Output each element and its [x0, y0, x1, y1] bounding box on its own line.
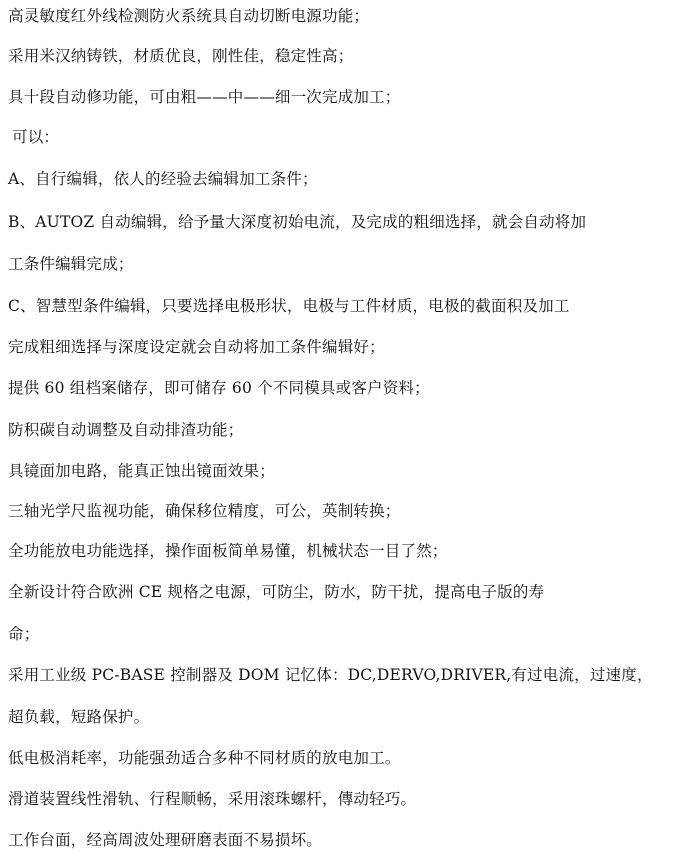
text-line: 提供 60 组档案储存，即可储存 60 个不同模具或客户资料； — [8, 379, 430, 397]
text-line: C、智慧型条件编辑，只要选择电极形状，电极与工件材质，电极的截面积及加工 — [8, 297, 570, 315]
text-line: 工作台面，经高周波处理研磨表面不易损坏。 — [8, 831, 323, 849]
text-line: 具十段自动修功能，可由粗——中——细一次完成加工； — [8, 88, 401, 106]
text-line: 超负载，短路保护。 — [8, 708, 150, 726]
text-line: 全功能放电功能选择，操作面板简单易懂，机械状态一目了然； — [8, 542, 448, 560]
text-line: 低电极消耗率，功能强劲适合多种不同材质的放电加工。 — [8, 749, 401, 767]
text-line: 防积碳自动调整及自动排渣功能； — [8, 421, 244, 439]
text-line: 滑道装置线性滑轨、行程顺畅，采用滚珠螺杆，傳动轻巧。 — [8, 790, 417, 808]
text-line: 采用米汉纳铸铁，材质优良，刚性佳，稳定性高； — [8, 47, 354, 65]
text-line: B、AUTOZ 自动编辑，给予量大深度初始电流，及完成的粗细选择，就会自动将加 — [8, 213, 587, 231]
text-line: 采用工业级 PC-BASE 控制器及 DOM 记忆体：DC,DERVO,DRIVER,有过电流，过速度， — [8, 666, 653, 684]
text-line: A、自行编辑，依人的经验去编辑加工条件； — [8, 170, 318, 188]
text-line: 可以： — [12, 128, 60, 146]
text-line: 完成粗细选择与深度设定就会自动将加工条件编辑好； — [8, 338, 385, 356]
text-line: 命； — [8, 625, 40, 643]
text-line: 工条件编辑完成； — [8, 255, 134, 273]
text-line: 全新设计符合欧洲 CE 规格之电源，可防尘，防水，防干扰，提高电子版的寿 — [8, 583, 545, 601]
text-line: 三轴光学尺监视功能，确保移位精度，可公，英制转换； — [8, 502, 401, 520]
text-line: 高灵敏度红外线检测防火系统具自动切断电源功能； — [8, 7, 370, 25]
text-line: 具镜面加电路，能真正蚀出镜面效果； — [8, 462, 275, 480]
